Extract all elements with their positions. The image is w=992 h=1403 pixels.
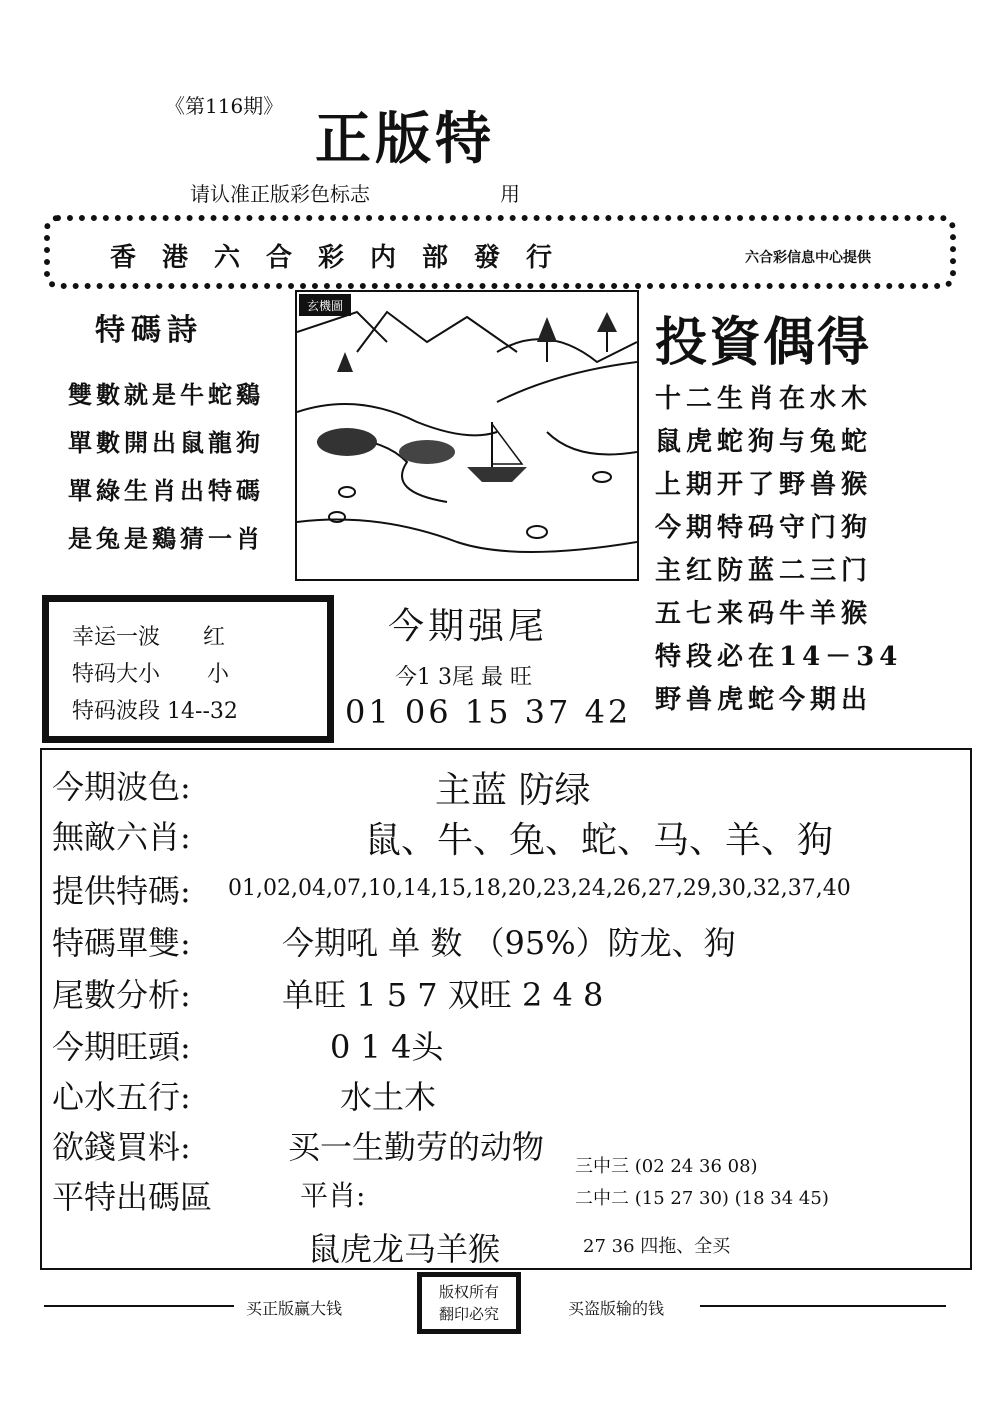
row-value: 主蓝 防绿 [435, 770, 591, 811]
row-label: 今期旺頭: [52, 1028, 191, 1066]
row-value: 水土木 [340, 1078, 437, 1116]
luck-label: 幸运一波 [72, 625, 161, 650]
provider-text: 六合彩信息中心提供 [745, 250, 871, 266]
page-title: 正版特 [315, 106, 495, 172]
row-label: 欲錢買料: [52, 1128, 191, 1166]
row-value: 今期吼 单 数 （95%）防龙、狗 [282, 924, 736, 962]
invest-line: 十二生肖在水木 [655, 384, 873, 414]
redacted-area [530, 80, 990, 210]
picture-stamp: 玄機圖 [306, 299, 344, 313]
poem-line: 單綠生肖出特碼 [68, 476, 264, 505]
luck-value: 红 [203, 625, 226, 650]
authenticity-notice: 请认准正版彩色标志 [190, 182, 370, 206]
poem-line: 是兔是鷄猜一肖 [68, 524, 264, 553]
landscape-picture [295, 290, 639, 581]
row-value: 0 1 4头 [330, 1028, 444, 1066]
row-value: 单旺 1 5 7 双旺 2 4 8 [282, 976, 604, 1014]
landscape-drawing [297, 292, 637, 579]
luck-row [72, 620, 225, 651]
invest-line: 上期开了野兽猴 [655, 470, 873, 500]
copyright-box [417, 1272, 521, 1334]
luck-label: 特码波段 [72, 699, 161, 724]
luck-label: 特码大小 [72, 662, 161, 687]
luck-row [72, 657, 229, 688]
invest-line: 野兽虎蛇今期出 [655, 685, 873, 715]
row-value: 买一生勤劳的动物 [288, 1128, 545, 1166]
row-label: 心水五行: [52, 1078, 191, 1116]
row-label: 平特出碼區 [52, 1178, 213, 1216]
footer-left-text: 买正版赢大钱 [246, 1299, 343, 1318]
issue-number: 《第116期》 [165, 94, 284, 118]
strong-tail-numbers: 01 06 15 37 42 [345, 693, 632, 731]
row-label: 無敵六肖: [52, 818, 191, 856]
strong-tail-title: 今期强尾 [388, 606, 549, 647]
combo-line: 27 36 四拖、全买 [583, 1236, 731, 1257]
row-value: 鼠、牛、兔、蛇、马、羊、狗 [365, 820, 834, 861]
row-value: 平肖: [300, 1179, 366, 1212]
luck-row [72, 694, 238, 725]
luck-value: 小 [207, 662, 230, 687]
luck-value: 14--32 [167, 699, 238, 724]
notice-fragment: 用 [500, 182, 520, 206]
row-label: 今期波色: [52, 768, 191, 806]
invest-line: 主红防蓝二三门 [655, 556, 873, 586]
combo-line: 二中二 (15 27 30) (18 34 45) [575, 1188, 829, 1209]
copyright-line: 翻印必究 [438, 1305, 499, 1323]
footer-right-text: 买盗版输的钱 [568, 1299, 665, 1318]
poem-line: 雙數就是牛蛇鷄 [68, 380, 264, 409]
copyright-line: 版权所有 [438, 1283, 499, 1301]
publisher-text: 香港六合彩内部發行 [110, 243, 579, 273]
pt-zodiac: 鼠虎龙马羊猴 [308, 1230, 501, 1268]
poem-title: 特碼詩 [95, 313, 203, 348]
combo-line: 三中三 (02 24 36 08) [575, 1156, 758, 1177]
footer-rule-left [44, 1305, 234, 1307]
poem-line: 單數開出鼠龍狗 [68, 428, 264, 457]
footer-rule-right [700, 1305, 946, 1307]
invest-title: 投資偶得 [655, 312, 872, 373]
row-label: 特碼單雙: [52, 924, 191, 962]
invest-line: 今期特码守门狗 [655, 513, 873, 543]
row-value: 01,02,04,07,10,14,15,18,20,23,24,26,27,29,30,32,37,40 [228, 876, 851, 901]
strong-tail-sub: 今1 3尾 最 旺 [395, 665, 532, 690]
invest-line: 鼠虎蛇狗与兔蛇 [655, 427, 873, 457]
invest-line: 五七来码牛羊猴 [655, 599, 873, 629]
invest-line: 特段必在14－34 [655, 642, 903, 672]
row-label: 提供特碼: [52, 872, 191, 910]
row-label: 尾數分析: [52, 976, 191, 1014]
